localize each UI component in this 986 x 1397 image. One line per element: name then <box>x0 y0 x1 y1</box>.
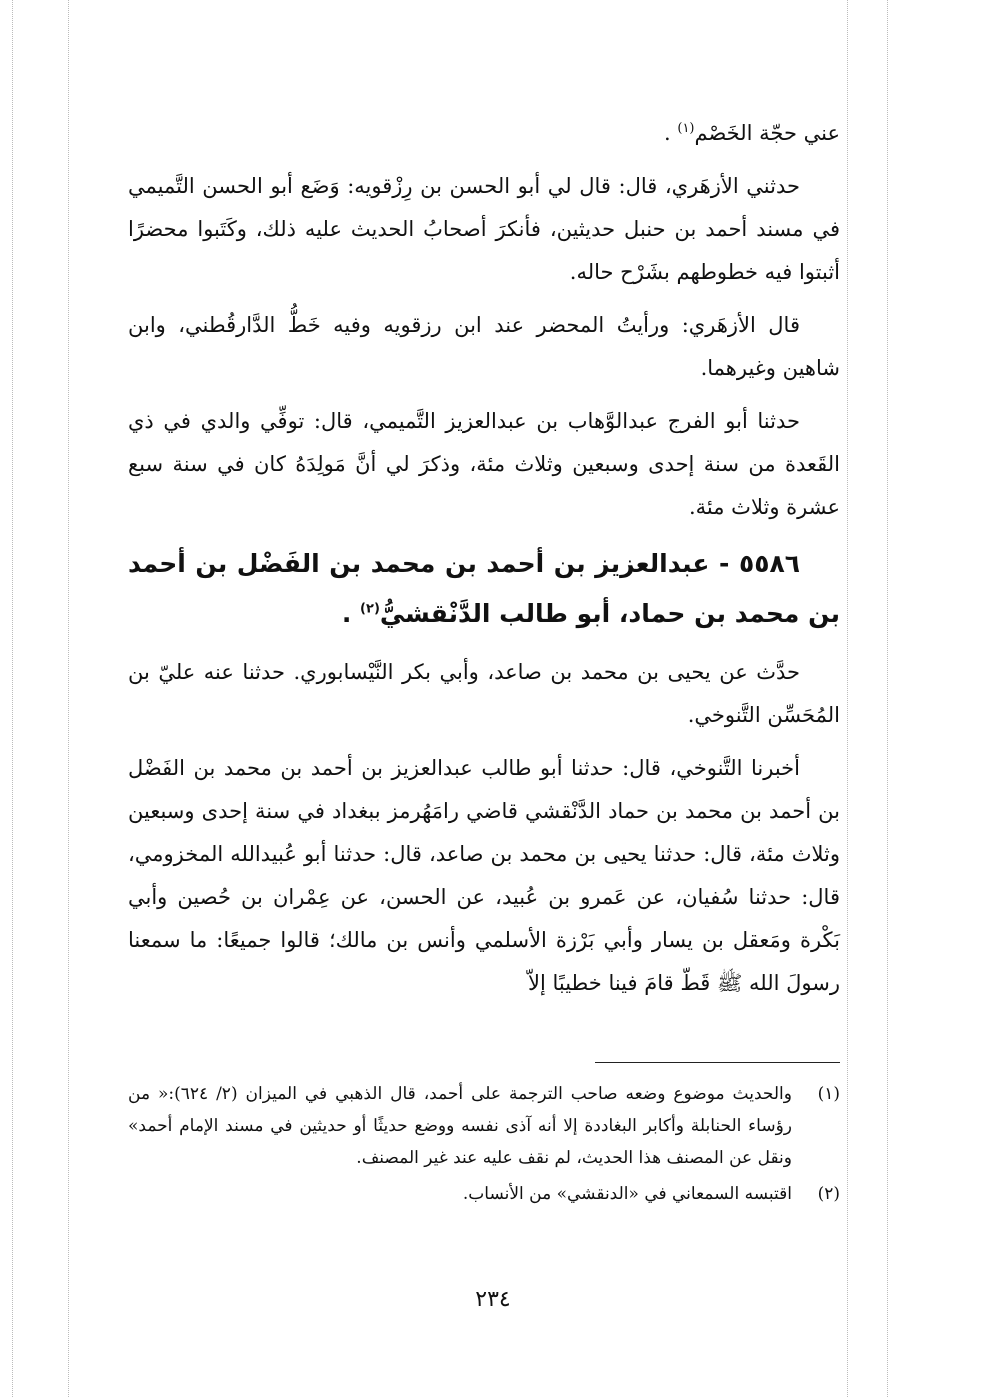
footnote-separator <box>595 1062 840 1063</box>
scan-margin-line <box>12 0 13 1397</box>
paragraph: حدَّث عن يحيى بن محمد بن صاعد، وأبي بكر النَّيْسابوري. حدثنا عنه عليّ بن المُحَسِّن التَّنوخي. <box>128 660 840 727</box>
paragraph: حدثني الأزهَري، قال: قال لي أبو الحسن بن رِزْقويه: وَضَع أبو الحسن التَّميمي في مسند أحمد بن حنبل حديثين، فأنكرَ أصحابُ الحديث عليه ذلك، وكَتَبوا محضرًا أثبتوا فيه خطوطهم بشَرْح حاله. <box>128 174 840 284</box>
entry-heading: ٥٥٨٦ - عبدالعزيز بن أحمد بن محمد بن الفَضْل بن أحمد بن محمد بن حماد، أبو طالب الدَّنْقشيُّ$^{(٢)}$ . <box>128 549 840 628</box>
footnote <box>128 1178 840 1210</box>
footnote-number: (٢) <box>817 1184 840 1204</box>
scan-margin-line <box>887 0 888 1397</box>
scan-margin-line <box>68 0 69 1397</box>
page-number: ٢٣٤ <box>475 1287 511 1312</box>
footnote-ref: (١) <box>677 121 695 136</box>
paragraph: حدثنا أبو الفرج عبدالوَّهاب بن عبدالعزيز التَّميمي، قال: توفِّي والدي في ذي القَعدة من سنة إحدى وسبعين وثلاث مئة، وذكرَ لي أنَّ مَولِدَهُ كان في سنة سبع عشرة وثلاث مئة. <box>128 409 840 519</box>
paragraph: قال الأزهَري: ورأيتُ المحضر عند ابن رزقويه وفيه خَطُّ الدَّارقُطني، وابن شاهين وغيرهما. <box>128 313 840 380</box>
paragraph: أخبرنا التَّنوخي، قال: حدثنا أبو طالب عبدالعزيز بن أحمد بن محمد بن الفَضْل بن أحمد بن محمد بن حماد الدَّنْقشي قاضي رامَهُرمز ببغداد في سنة إحدى وسبعين وثلاث مئة، قال: حدثنا يحيى بن محمد بن صاعد، قال: حدثنا أبو عُبيدالله المخزومي، قال: حدثنا سُفيان، عن عَمرو بن عُبيد، عن الحسن، عن عِمْران بن حُصين وأبي بَكْرة ومَعقل بن يسار وأبي بَرْزة الأسلمي وأنس بن مالك؛ قالوا جميعًا: ما سمعنا رسولَ الله ﷺ قَطّ قامَ فينا خطيبًا إلاّ <box>128 756 840 995</box>
footnote-ref: (٢) <box>360 601 380 617</box>
footnotes <box>128 1078 840 1214</box>
scan-margin-line <box>847 0 848 1397</box>
footnote <box>128 1078 840 1174</box>
footnote-text: اقتبسه السمعاني في «الدنقشي» من الأنساب. <box>462 1184 792 1204</box>
paragraph-continuation: عني حجّة الخَصْم$^{(١)}$ . <box>664 121 840 145</box>
main-text <box>128 112 840 1015</box>
footnote-number: (١) <box>817 1084 840 1104</box>
footnote-text: والحديث موضوع وضعه صاحب الترجمة على أحمد، قال الذهبي في الميزان (٢/ ٦٢٤):« من رؤساء الحنابلة وأكابر البغاددة إلا أنه آذى نفسه ووضع حديثًا أو حديثين في مسند الإمام أحمد» ونقل عن المصنف هذا الحديث، لم نقف عليه عند غير المصنف. <box>128 1084 792 1168</box>
